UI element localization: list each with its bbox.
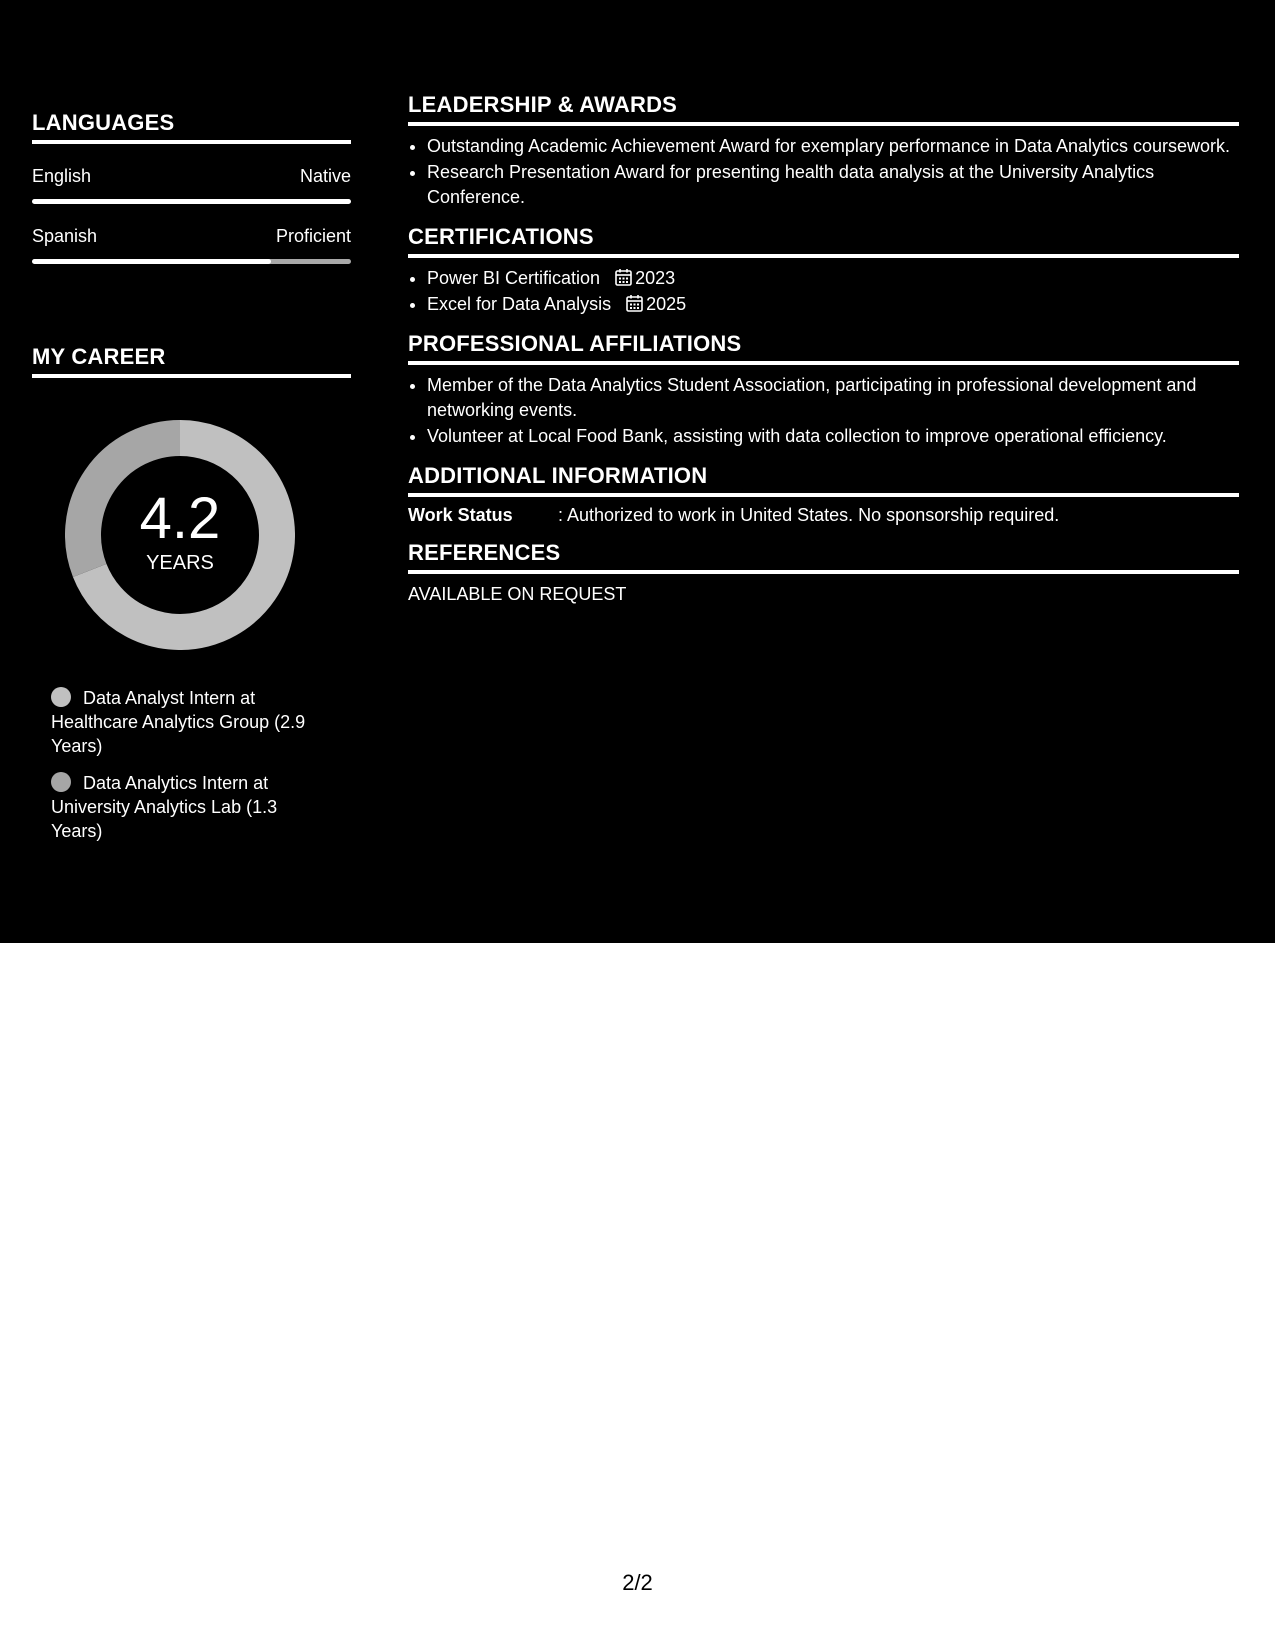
career-legend-item: Data Analyst Intern at Healthcare Analytics Group (2.9 Years): [51, 688, 306, 756]
work-status-value: : Authorized to work in United States. No sponsorship required.: [558, 505, 1060, 525]
certification-year: 2025: [646, 294, 687, 314]
leadership-section: [408, 92, 1239, 210]
career-title: MY CAREER: [32, 344, 351, 378]
language-spanish: [32, 226, 351, 264]
certification-item: • Excel for Data Analysis 2025: [427, 292, 1239, 317]
career-donut-chart: [65, 420, 295, 650]
language-proficiency-bar: [32, 199, 351, 204]
list-item: • Outstanding Academic Achievement Award for exemplary performance in Data Analytics coursework.: [427, 134, 1239, 159]
additional-section: [408, 463, 1239, 526]
work-status-label: Work Status: [408, 505, 513, 525]
page-number: 2/2: [622, 1570, 653, 1595]
language-level: Proficient: [275, 226, 351, 246]
certifications-section: [408, 224, 1239, 317]
certifications-title: CERTIFICATIONS: [408, 224, 1239, 258]
affiliations-title: PROFESSIONAL AFFILIATIONS: [408, 331, 1239, 365]
language-level: Native: [299, 166, 351, 186]
left-column: [32, 110, 351, 856]
language-name: English: [32, 166, 92, 186]
list-item: • Volunteer at Local Food Bank, assisting with data collection to improve operational efficiency.: [427, 424, 1239, 449]
additional-title: ADDITIONAL INFORMATION: [408, 463, 1239, 497]
language-proficiency-bar: [32, 259, 351, 264]
legend-dot-icon: [51, 772, 71, 792]
language-english: [32, 166, 351, 204]
certification-year: 2023: [635, 268, 676, 288]
career-total-years: 4.2: [139, 485, 221, 551]
legend-dot-icon: [51, 687, 71, 707]
list-item: • Research Presentation Award for presenting health data analysis at the University Analytics Conference.: [427, 160, 1239, 210]
calendar-icon: [615, 268, 632, 286]
references-title: REFERENCES: [408, 540, 1239, 574]
language-proficiency-fill: [32, 199, 351, 204]
career-years-unit: YEARS: [146, 551, 214, 574]
references-section: [408, 540, 1239, 605]
certification-item: • Power BI Certification 2023: [427, 266, 1239, 291]
right-column: [408, 92, 1239, 619]
career-legend: [51, 686, 331, 843]
language-proficiency-fill: [32, 259, 271, 264]
leadership-title: LEADERSHIP & AWARDS: [408, 92, 1239, 126]
list-item: • Member of the Data Analytics Student Association, participating in professional development and networking events.: [427, 373, 1239, 423]
calendar-icon: [626, 294, 643, 312]
affiliations-section: [408, 331, 1239, 449]
languages-title: LANGUAGES: [32, 110, 351, 144]
language-name: Spanish: [32, 226, 98, 246]
references-text: AVAILABLE ON REQUEST: [408, 584, 627, 604]
career-legend-item: Data Analytics Intern at University Analytics Lab (1.3 Years): [51, 773, 278, 841]
